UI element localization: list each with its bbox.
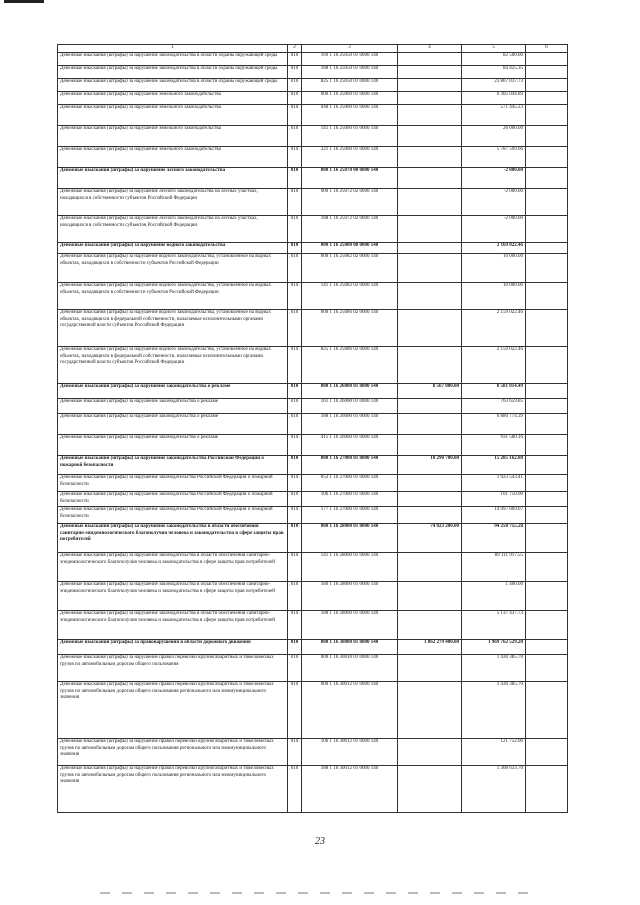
header-col-4: 4 <box>398 45 462 53</box>
row-budget-code-cell: 188 1 16 30012 01 0000 140 <box>302 766 398 813</box>
column-number-header <box>58 45 568 53</box>
table-row <box>58 53 568 66</box>
row-line-code-cell: 010 <box>288 147 302 168</box>
row-approved-amount-cell <box>398 475 462 492</box>
row-approved-amount-cell <box>398 399 462 414</box>
row-budget-code-cell: 000 1 16 25080 00 0000 140 <box>302 243 398 254</box>
row-approved-amount-cell <box>398 655 462 682</box>
row-executed-amount-cell: 1 308 633.70 <box>462 766 526 813</box>
row-executed-amount-cell: 2 169 022.46 <box>462 243 526 254</box>
row-line-code-cell: 010 <box>288 475 302 492</box>
table-row <box>58 384 568 399</box>
row-line-code-cell: 010 <box>288 168 302 189</box>
row-executed-amount-cell: 1 430 385.70 <box>462 655 526 682</box>
row-executed-amount-cell: 5 787 599.66 <box>462 147 526 168</box>
row-budget-code-cell: 000 1 16 25086 02 0000 140 <box>302 310 398 347</box>
row-name-cell: Денежные взыскания (штрафы) за нарушение законодательства о рекламе <box>58 414 288 435</box>
row-approved-amount-cell: 74 023 200.00 <box>398 524 462 553</box>
row-approved-amount-cell <box>398 435 462 456</box>
table-row <box>58 105 568 126</box>
row-approved-amount-cell <box>398 254 462 283</box>
table-row <box>58 414 568 435</box>
row-approved-amount-cell <box>398 216 462 243</box>
row-executed-amount-cell: 121 752.00 <box>462 739 526 766</box>
row-line-code-cell: 010 <box>288 384 302 399</box>
row-name-cell: Денежные взыскания (штрафы) за нарушение законодательства в области обеспечения санитарно-эпидемиологического благополучия человека и законодательства в сфере защиты прав потребителей <box>58 582 288 611</box>
row-name-cell: Денежные взыскания (штрафы) за нарушение законодательства о рекламе <box>58 384 288 399</box>
table-row <box>58 189 568 216</box>
row-approved-amount-cell <box>398 147 462 168</box>
row-line-code-cell: 010 <box>288 435 302 456</box>
row-name-cell: Денежные взыскания (штрафы) за нарушение водного законодательства, установленное на водных объектах, находящихся в федеральной собственности, налагаемые исполнительными органами государственной власти субъектов Российской Федерации <box>58 310 288 347</box>
row-approved-amount-cell <box>398 105 462 126</box>
row-executed-amount-cell: 763 659.85 <box>462 399 526 414</box>
row-unexecuted-cell <box>526 92 568 105</box>
row-name-cell: Денежные взыскания (штрафы) за нарушение законодательства в области обеспечения санитарно-эпидемиологического благополучия человека и законодательства в сфере защиты прав потребителей <box>58 611 288 640</box>
row-budget-code-cell: 000 1 16 30000 01 0000 140 <box>302 640 398 655</box>
row-executed-amount-cell: 8 581 014.49 <box>462 384 526 399</box>
table-row <box>58 766 568 813</box>
row-approved-amount-cell <box>398 582 462 611</box>
table-row <box>58 435 568 456</box>
budget-report-table <box>57 44 568 813</box>
row-unexecuted-cell <box>526 384 568 399</box>
table-row <box>58 524 568 553</box>
row-line-code-cell: 010 <box>288 254 302 283</box>
row-line-code-cell: 010 <box>288 682 302 739</box>
row-executed-amount-cell: 2 159 022.46 <box>462 347 526 384</box>
table-row <box>58 147 568 168</box>
row-approved-amount-cell <box>398 66 462 79</box>
row-name-cell: Денежные взыскания (штрафы) за нарушение лесного законодательства на лесных участках, находящихся в собственности субъектов Российской Федерации <box>58 216 288 243</box>
row-executed-amount-cell: 931 580.16 <box>462 435 526 456</box>
row-approved-amount-cell <box>398 766 462 813</box>
header-col-3: 3 <box>302 45 398 53</box>
header-col-1: 1 <box>58 45 288 53</box>
table-row <box>58 79 568 92</box>
table-row <box>58 347 568 384</box>
row-unexecuted-cell <box>526 475 568 492</box>
row-approved-amount-cell <box>398 92 462 105</box>
row-unexecuted-cell <box>526 682 568 739</box>
row-approved-amount-cell <box>398 283 462 310</box>
table-row <box>58 216 568 243</box>
table-row <box>58 739 568 766</box>
row-unexecuted-cell <box>526 414 568 435</box>
row-executed-amount-cell: 1 430 385.70 <box>462 682 526 739</box>
row-line-code-cell: 010 <box>288 611 302 640</box>
row-executed-amount-cell: -2 000.00 <box>462 168 526 189</box>
row-name-cell: Денежные взыскания (штрафы) за нарушение водного законодательства, установленное на водных объектах, находящихся в собственности субъектов Российской Федерации <box>58 283 288 310</box>
row-executed-amount-cell: 84 425.35 <box>462 66 526 79</box>
row-name-cell: Денежные взыскания (штрафы) за нарушение законодательства в области охраны окружающей среды <box>58 66 288 79</box>
row-budget-code-cell: 000 1 16 26000 01 0000 140 <box>302 384 398 399</box>
table-row <box>58 640 568 655</box>
row-name-cell: Денежные взыскания (штрафы) за нарушение правил перевозки крупногабаритных и тяжеловесных грузов по автомобильным дорогам общего пользования <box>58 655 288 682</box>
row-unexecuted-cell <box>526 435 568 456</box>
row-budget-code-cell: 048 1 16 25060 01 0000 140 <box>302 105 398 126</box>
row-approved-amount-cell <box>398 553 462 582</box>
row-name-cell: Денежные взыскания (штрафы) за нарушение правил перевозки крупногабаритных и тяжеловесных грузов по автомобильным дорогам общего пользования регионального или межмуниципального значения <box>58 739 288 766</box>
row-budget-code-cell: 000 1 16 25060 01 0000 140 <box>302 92 398 105</box>
row-budget-code-cell: 188 1 16 26000 01 0000 140 <box>302 414 398 435</box>
row-budget-code-cell: 141 1 16 25060 01 0000 140 <box>302 126 398 147</box>
row-unexecuted-cell <box>526 611 568 640</box>
row-approved-amount-cell <box>398 347 462 384</box>
row-name-cell: Денежные взыскания (штрафы) за нарушение законодательства в области обеспечения санитарно-эпидемиологического благополучия человека и законодательства в сфере защиты прав потребителей <box>58 553 288 582</box>
scan-edge-mark <box>4 0 44 3</box>
header-col-2: 2 <box>288 45 302 53</box>
row-executed-amount-cell: 6 880 774.39 <box>462 414 526 435</box>
row-line-code-cell: 010 <box>288 216 302 243</box>
row-approved-amount-cell: 10 290 700.00 <box>398 456 462 475</box>
row-unexecuted-cell <box>526 126 568 147</box>
row-budget-code-cell: 000 1 16 27000 01 0000 140 <box>302 456 398 475</box>
header-col-5: 5 <box>462 45 526 53</box>
row-budget-code-cell: 169 1 16 25050 01 0000 140 <box>302 53 398 66</box>
row-executed-amount-cell: -2 000.00 <box>462 189 526 216</box>
table-row <box>58 399 568 414</box>
row-name-cell: Денежные взыскания (штрафы) за нарушение лесного законодательства <box>58 168 288 189</box>
row-executed-amount-cell: 1 400.00 <box>462 582 526 611</box>
row-executed-amount-cell: 1 969 762 529.20 <box>462 640 526 655</box>
table-row <box>58 66 568 79</box>
row-executed-amount-cell: 15 285 162.88 <box>462 456 526 475</box>
row-unexecuted-cell <box>526 216 568 243</box>
row-line-code-cell: 010 <box>288 414 302 435</box>
row-executed-amount-cell: 6 305 044.89 <box>462 92 526 105</box>
row-name-cell: Денежные взыскания (штрафы) за нарушение законодательства Российской Федерации о пожарной безопасности <box>58 507 288 524</box>
row-unexecuted-cell <box>526 655 568 682</box>
row-unexecuted-cell <box>526 582 568 611</box>
row-line-code-cell: 010 <box>288 640 302 655</box>
row-name-cell: Денежные взыскания (штрафы) за нарушение водного законодательства, установленное на водных объектах, находящихся в федеральной собственности, налагаемые исполнительными органами государственной власти субъектов Российской Федерации <box>58 347 288 384</box>
row-name-cell: Денежные взыскания (штрафы) за правонарушения в области дорожного движения <box>58 640 288 655</box>
row-name-cell: Денежные взыскания (штрафы) за нарушение законодательства в области охраны окружающей среды <box>58 79 288 92</box>
table-row <box>58 553 568 582</box>
row-budget-code-cell: 106 1 16 27000 01 0000 140 <box>302 492 398 507</box>
table-row <box>58 126 568 147</box>
row-name-cell: Денежные взыскания (штрафы) за нарушение земельного законодательства <box>58 126 288 147</box>
row-name-cell: Денежные взыскания (штрафы) за нарушение правил перевозки крупногабаритных и тяжеловесных грузов по автомобильным дорогам общего пользования регионального или межмуниципального значения <box>58 682 288 739</box>
row-budget-code-cell: 000 1 16 30012 01 0000 140 <box>302 682 398 739</box>
row-approved-amount-cell <box>398 126 462 147</box>
row-name-cell: Денежные взыскания (штрафы) за нарушение земельного законодательства <box>58 105 288 126</box>
row-approved-amount-cell <box>398 189 462 216</box>
table-row <box>58 168 568 189</box>
row-budget-code-cell: 053 1 16 27000 01 0000 140 <box>302 475 398 492</box>
table-row <box>58 611 568 640</box>
row-unexecuted-cell <box>526 105 568 126</box>
row-name-cell: Денежные взыскания (штрафы) за нарушение земельного законодательства <box>58 92 288 105</box>
row-budget-code-cell: 180 1 16 28000 01 0000 140 <box>302 582 398 611</box>
row-budget-code-cell: 141 1 16 25082 02 0000 140 <box>302 283 398 310</box>
row-unexecuted-cell <box>526 492 568 507</box>
row-name-cell: Денежные взыскания (штрафы) за нарушение правил перевозки крупногабаритных и тяжеловесных грузов по автомобильным дорогам общего пользования регионального или межмуниципального значения <box>58 766 288 813</box>
table-row <box>58 243 568 254</box>
table-row <box>58 582 568 611</box>
row-executed-amount-cell: 571 445.23 <box>462 105 526 126</box>
row-executed-amount-cell: 2 159 022.46 <box>462 310 526 347</box>
row-budget-code-cell: 161 1 16 26000 01 0000 140 <box>302 399 398 414</box>
row-line-code-cell: 010 <box>288 524 302 553</box>
row-unexecuted-cell <box>526 243 568 254</box>
row-unexecuted-cell <box>526 147 568 168</box>
row-unexecuted-cell <box>526 553 568 582</box>
row-budget-code-cell: 321 1 16 25060 01 0000 140 <box>302 147 398 168</box>
row-budget-code-cell: 188 1 16 25050 01 0000 140 <box>302 66 398 79</box>
row-budget-code-cell: 000 1 16 28000 01 0000 140 <box>302 524 398 553</box>
row-executed-amount-cell: 82 500.00 <box>462 53 526 66</box>
row-approved-amount-cell <box>398 310 462 347</box>
page-number: 23 <box>315 836 325 847</box>
row-budget-code-cell: 188 1 16 25072 02 0000 140 <box>302 216 398 243</box>
row-approved-amount-cell: 8 567 000.00 <box>398 384 462 399</box>
row-name-cell: Денежные взыскания (штрафы) за нарушение лесного законодательства на лесных участках, находящихся в собственности субъектов Российской Федерации <box>58 189 288 216</box>
row-executed-amount-cell: 1 023 543.41 <box>462 475 526 492</box>
row-budget-code-cell: 000 1 16 25072 02 0000 140 <box>302 189 398 216</box>
table-row <box>58 475 568 492</box>
row-unexecuted-cell <box>526 524 568 553</box>
row-line-code-cell: 010 <box>288 492 302 507</box>
table-row <box>58 456 568 475</box>
row-name-cell: Денежные взыскания (штрафы) за нарушение законодательства Российской Федерации о пожарной безопасности <box>58 456 288 475</box>
row-approved-amount-cell <box>398 611 462 640</box>
row-unexecuted-cell <box>526 739 568 766</box>
row-name-cell: Денежные взыскания (штрафы) за нарушение водного законодательства, установленное на водных объектах, находящихся в собственности субъектов Российской Федерации <box>58 254 288 283</box>
row-unexecuted-cell <box>526 168 568 189</box>
table-row <box>58 254 568 283</box>
row-approved-amount-cell <box>398 243 462 254</box>
row-budget-code-cell: 141 1 16 28000 01 0000 140 <box>302 553 398 582</box>
row-executed-amount-cell: 10 000.00 <box>462 254 526 283</box>
row-budget-code-cell: 825 1 16 25050 01 0000 140 <box>302 79 398 92</box>
row-executed-amount-cell: 26 000.00 <box>462 126 526 147</box>
row-line-code-cell: 010 <box>288 79 302 92</box>
row-budget-code-cell: 415 1 16 26000 01 0000 140 <box>302 435 398 456</box>
row-line-code-cell: 010 <box>288 582 302 611</box>
row-line-code-cell: 010 <box>288 456 302 475</box>
table-row <box>58 283 568 310</box>
row-name-cell: Денежные взыскания (штрафы) за нарушение земельного законодательства <box>58 147 288 168</box>
row-name-cell: Денежные взыскания (штрафы) за нарушение законодательства в области охраны окружающей среды <box>58 53 288 66</box>
row-line-code-cell: 010 <box>288 189 302 216</box>
row-line-code-cell: 010 <box>288 310 302 347</box>
row-line-code-cell: 010 <box>288 347 302 384</box>
row-line-code-cell: 010 <box>288 766 302 813</box>
row-budget-code-cell: 188 1 16 28000 01 0000 140 <box>302 611 398 640</box>
row-line-code-cell: 010 <box>288 739 302 766</box>
row-budget-code-cell: 000 1 16 25082 02 0000 140 <box>302 254 398 283</box>
row-unexecuted-cell <box>526 766 568 813</box>
table-row <box>58 507 568 524</box>
table-row <box>58 92 568 105</box>
row-executed-amount-cell: -2 000.00 <box>462 216 526 243</box>
row-executed-amount-cell: 5 137 437.73 <box>462 611 526 640</box>
row-approved-amount-cell <box>398 507 462 524</box>
row-approved-amount-cell: 1 862 279 400.00 <box>398 640 462 655</box>
header-col-6: 6 <box>526 45 568 53</box>
row-unexecuted-cell <box>526 399 568 414</box>
row-unexecuted-cell <box>526 189 568 216</box>
row-unexecuted-cell <box>526 310 568 347</box>
row-line-code-cell: 010 <box>288 507 302 524</box>
row-line-code-cell: 010 <box>288 126 302 147</box>
row-unexecuted-cell <box>526 507 568 524</box>
row-approved-amount-cell <box>398 168 462 189</box>
row-name-cell: Денежные взыскания (штрафы) за нарушение законодательства о рекламе <box>58 399 288 414</box>
row-approved-amount-cell <box>398 79 462 92</box>
row-budget-code-cell: 177 1 16 27000 01 0000 140 <box>302 507 398 524</box>
row-budget-code-cell: 825 1 16 25086 02 0000 140 <box>302 347 398 384</box>
row-line-code-cell: 010 <box>288 66 302 79</box>
row-approved-amount-cell <box>398 492 462 507</box>
row-approved-amount-cell <box>398 739 462 766</box>
row-name-cell: Денежные взыскания (штрафы) за нарушение водного законодательства <box>58 243 288 254</box>
row-unexecuted-cell <box>526 254 568 283</box>
row-approved-amount-cell <box>398 414 462 435</box>
table-row <box>58 310 568 347</box>
row-line-code-cell: 010 <box>288 53 302 66</box>
row-executed-amount-cell: 101 750.00 <box>462 492 526 507</box>
row-executed-amount-cell: 23 867 037.73 <box>462 79 526 92</box>
row-unexecuted-cell <box>526 347 568 384</box>
row-line-code-cell: 010 <box>288 553 302 582</box>
row-unexecuted-cell <box>526 79 568 92</box>
row-budget-code-cell: 000 1 16 30010 01 0000 140 <box>302 655 398 682</box>
row-approved-amount-cell <box>398 53 462 66</box>
row-unexecuted-cell <box>526 283 568 310</box>
row-name-cell: Денежные взыскания (штрафы) за нарушение законодательства в области обеспечения санитарно-эпидемиологического благополучия человека и законодательства в сфере защиты прав потребителей <box>58 524 288 553</box>
row-executed-amount-cell: 14 097 869.67 <box>462 507 526 524</box>
table-row <box>58 655 568 682</box>
row-executed-amount-cell: 94 250 755.28 <box>462 524 526 553</box>
row-approved-amount-cell <box>398 682 462 739</box>
row-budget-code-cell: 000 1 16 25070 00 0000 140 <box>302 168 398 189</box>
row-line-code-cell: 010 <box>288 105 302 126</box>
row-unexecuted-cell <box>526 66 568 79</box>
row-line-code-cell: 010 <box>288 399 302 414</box>
row-line-code-cell: 010 <box>288 243 302 254</box>
row-name-cell: Денежные взыскания (штрафы) за нарушение законодательства Российской Федерации о пожарной безопасности <box>58 492 288 507</box>
scan-bottom-noise <box>100 892 540 894</box>
row-unexecuted-cell <box>526 456 568 475</box>
row-name-cell: Денежные взыскания (штрафы) за нарушение законодательства Российской Федерации о пожарной безопасности <box>58 475 288 492</box>
row-line-code-cell: 010 <box>288 92 302 105</box>
row-name-cell: Денежные взыскания (штрафы) за нарушение законодательства о рекламе <box>58 435 288 456</box>
row-unexecuted-cell <box>526 640 568 655</box>
table-row <box>58 682 568 739</box>
row-executed-amount-cell: 89 111 917.55 <box>462 553 526 582</box>
row-executed-amount-cell: 10 000.00 <box>462 283 526 310</box>
row-line-code-cell: 010 <box>288 655 302 682</box>
row-budget-code-cell: 106 1 16 30012 01 0000 140 <box>302 739 398 766</box>
row-line-code-cell: 010 <box>288 283 302 310</box>
table-row <box>58 492 568 507</box>
row-unexecuted-cell <box>526 53 568 66</box>
